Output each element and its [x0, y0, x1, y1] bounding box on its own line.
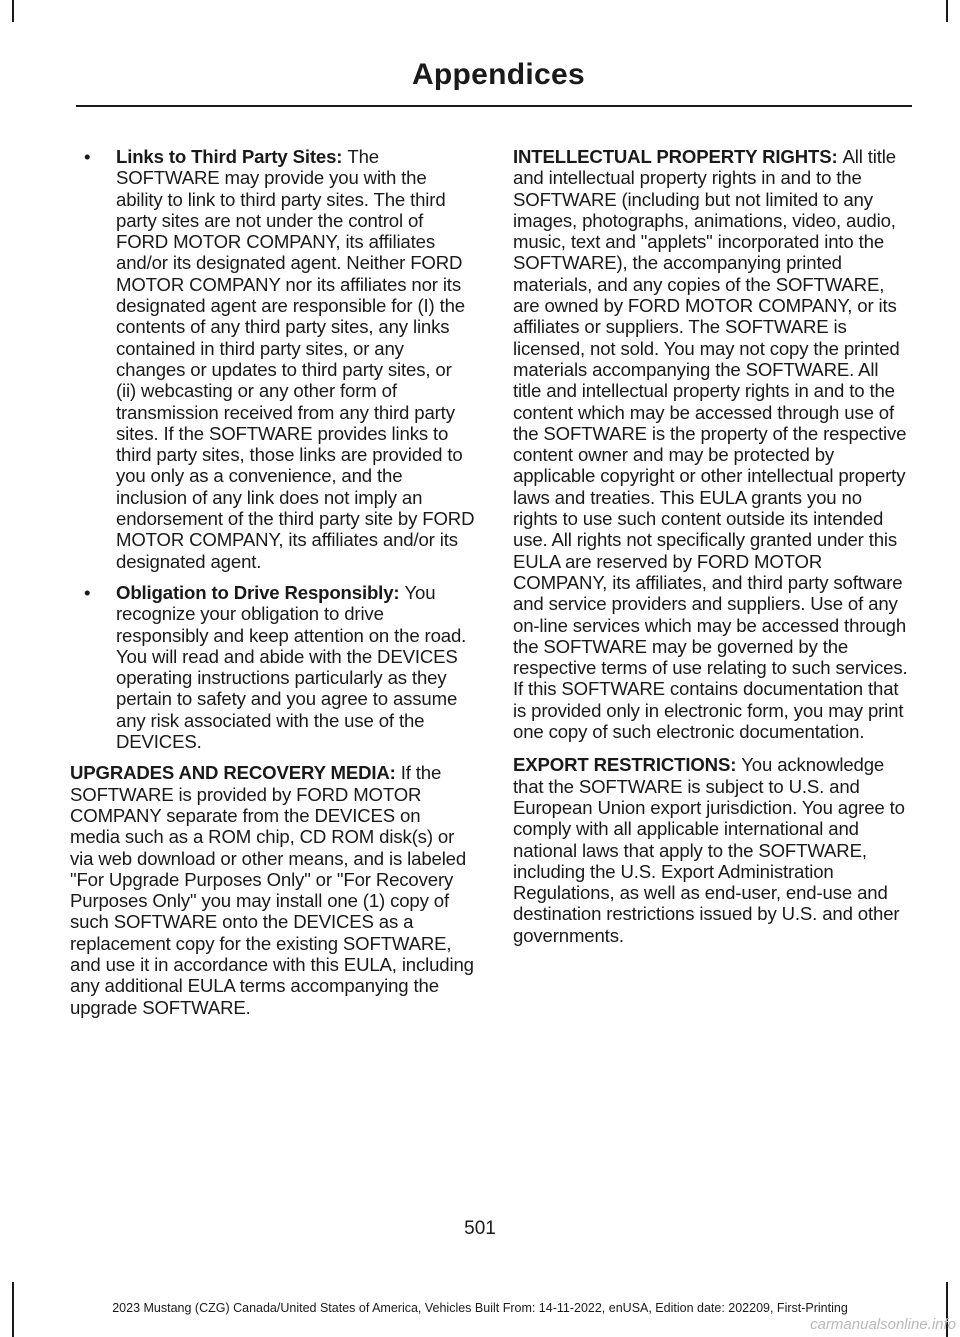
- bullet-icon: •: [84, 581, 91, 603]
- bullet-text: The SOFTWARE may provide you with the ability to link to third party sites. The third party sites are not under the control of FORD MOTOR COMPANY, its affiliates and/or its designated agent. Neither FORD MOTOR COMPANY nor its affiliates nor its designated agent are responsible for (I) the contents of any third party sites, any links contained in third party sites, or any changes or updates to third party sites, or (ii) webcasting or any other form of transmission received from any third party sites. If the SOFTWARE provides links to third party sites, those links are provided to you only as a convenience, and the inclusion of any link does not imply an endorsement of the third party site by FORD MOTOR COMPANY, its affiliates and/or its designated agent.: [116, 146, 475, 572]
- right-column: [513, 146, 908, 958]
- bullet-icon: •: [84, 146, 91, 167]
- section-heading: UPGRADES AND RECOVERY MEDIA:: [70, 762, 401, 784]
- paragraph-export-restrictions: [513, 754, 908, 946]
- crop-mark-top-right: [946, 0, 948, 22]
- crop-mark-top-left: [12, 0, 14, 22]
- section-heading: INTELLECTUAL PROPERTY RIGHTS:: [513, 146, 843, 167]
- title-divider: [76, 105, 912, 107]
- bullet-text: You recognize your obligation to drive responsibly and keep attention on the road. You will read and abide with the DEVICES operating instructions particularly as they pertain to safety and you agree to assume any risk associated with the use of the DEVICES.: [116, 581, 467, 753]
- edition-footer: 2023 Mustang (CZG) Canada/United States of America, Vehicles Built From: 14-11-2022, enUSA, Edition date: 202209, First-Printing: [112, 1301, 848, 1315]
- list-item-drive-responsibly: [70, 582, 475, 752]
- page-number: 501: [464, 1218, 496, 1239]
- list-item-third-party-links: [70, 146, 475, 572]
- bullet-heading: Links to Third Party Sites:: [116, 146, 348, 167]
- bullet-heading: Obligation to Drive Responsibly:: [116, 581, 405, 603]
- left-column: [70, 146, 475, 1030]
- paragraph-text: You acknowledge that the SOFTWARE is subject to U.S. and European Union export jurisdiction. You agree to comply with all applicable international and national laws that apply to the SOFTWARE, including the U.S. Export Administration Regulations, as well as end-user, end-use and destination restrictions issued by U.S. and other governments.: [513, 754, 905, 946]
- section-heading: EXPORT RESTRICTIONS:: [513, 754, 742, 776]
- watermark: carmanualsonline.info: [810, 1316, 956, 1333]
- page-title: Appendices: [411, 58, 585, 91]
- bullet-list: [70, 146, 475, 752]
- paragraph-intellectual-property: [513, 146, 908, 742]
- paragraph-text: If the SOFTWARE is provided by FORD MOTOR COMPANY separate from the DEVICES on media such as a ROM chip, CD ROM disk(s) or via web download or other means, and is labeled "For Upgrade Purposes Only" or "For Recovery Purposes Only" you may install one (1) copy of such SOFTWARE onto the DEVICES as a replacement copy for the existing SOFTWARE, and use it in accordance with this EULA, including any additional EULA terms accompanying the upgrade SOFTWARE.: [70, 762, 474, 1018]
- paragraph-upgrades: [70, 762, 475, 1018]
- paragraph-text: All title and intellectual property rights in and to the SOFTWARE (including but not limited to any images, photographs, animations, video, audio, music, text and "applets" incorporated into the SOFTWARE), the accompanying printed materials, and any copies of the SOFTWARE, are owned by FORD MOTOR COMPANY, or its affiliates or suppliers. The SOFTWARE is licensed, not sold. You may not copy the printed materials accompanying the SOFTWARE. All title and intellectual property rights in and to the content which may be accessed through use of the SOFTWARE is the property of the respective content owner and may be protected by applicable copyright or other intellectual property laws and treaties. This EULA grants you no rights to use such content outside its intended use. All rights not specifically granted under this EULA are reserved by FORD MOTOR COMPANY, its affiliates, and third party software and service providers and suppliers. Use of any on-line services which may be accessed through the SOFTWARE may be governed by the respective terms of use relating to such services. If this SOFTWARE contains documentation that is provided only in electronic form, you may print one copy of such electronic documentation.: [513, 146, 908, 743]
